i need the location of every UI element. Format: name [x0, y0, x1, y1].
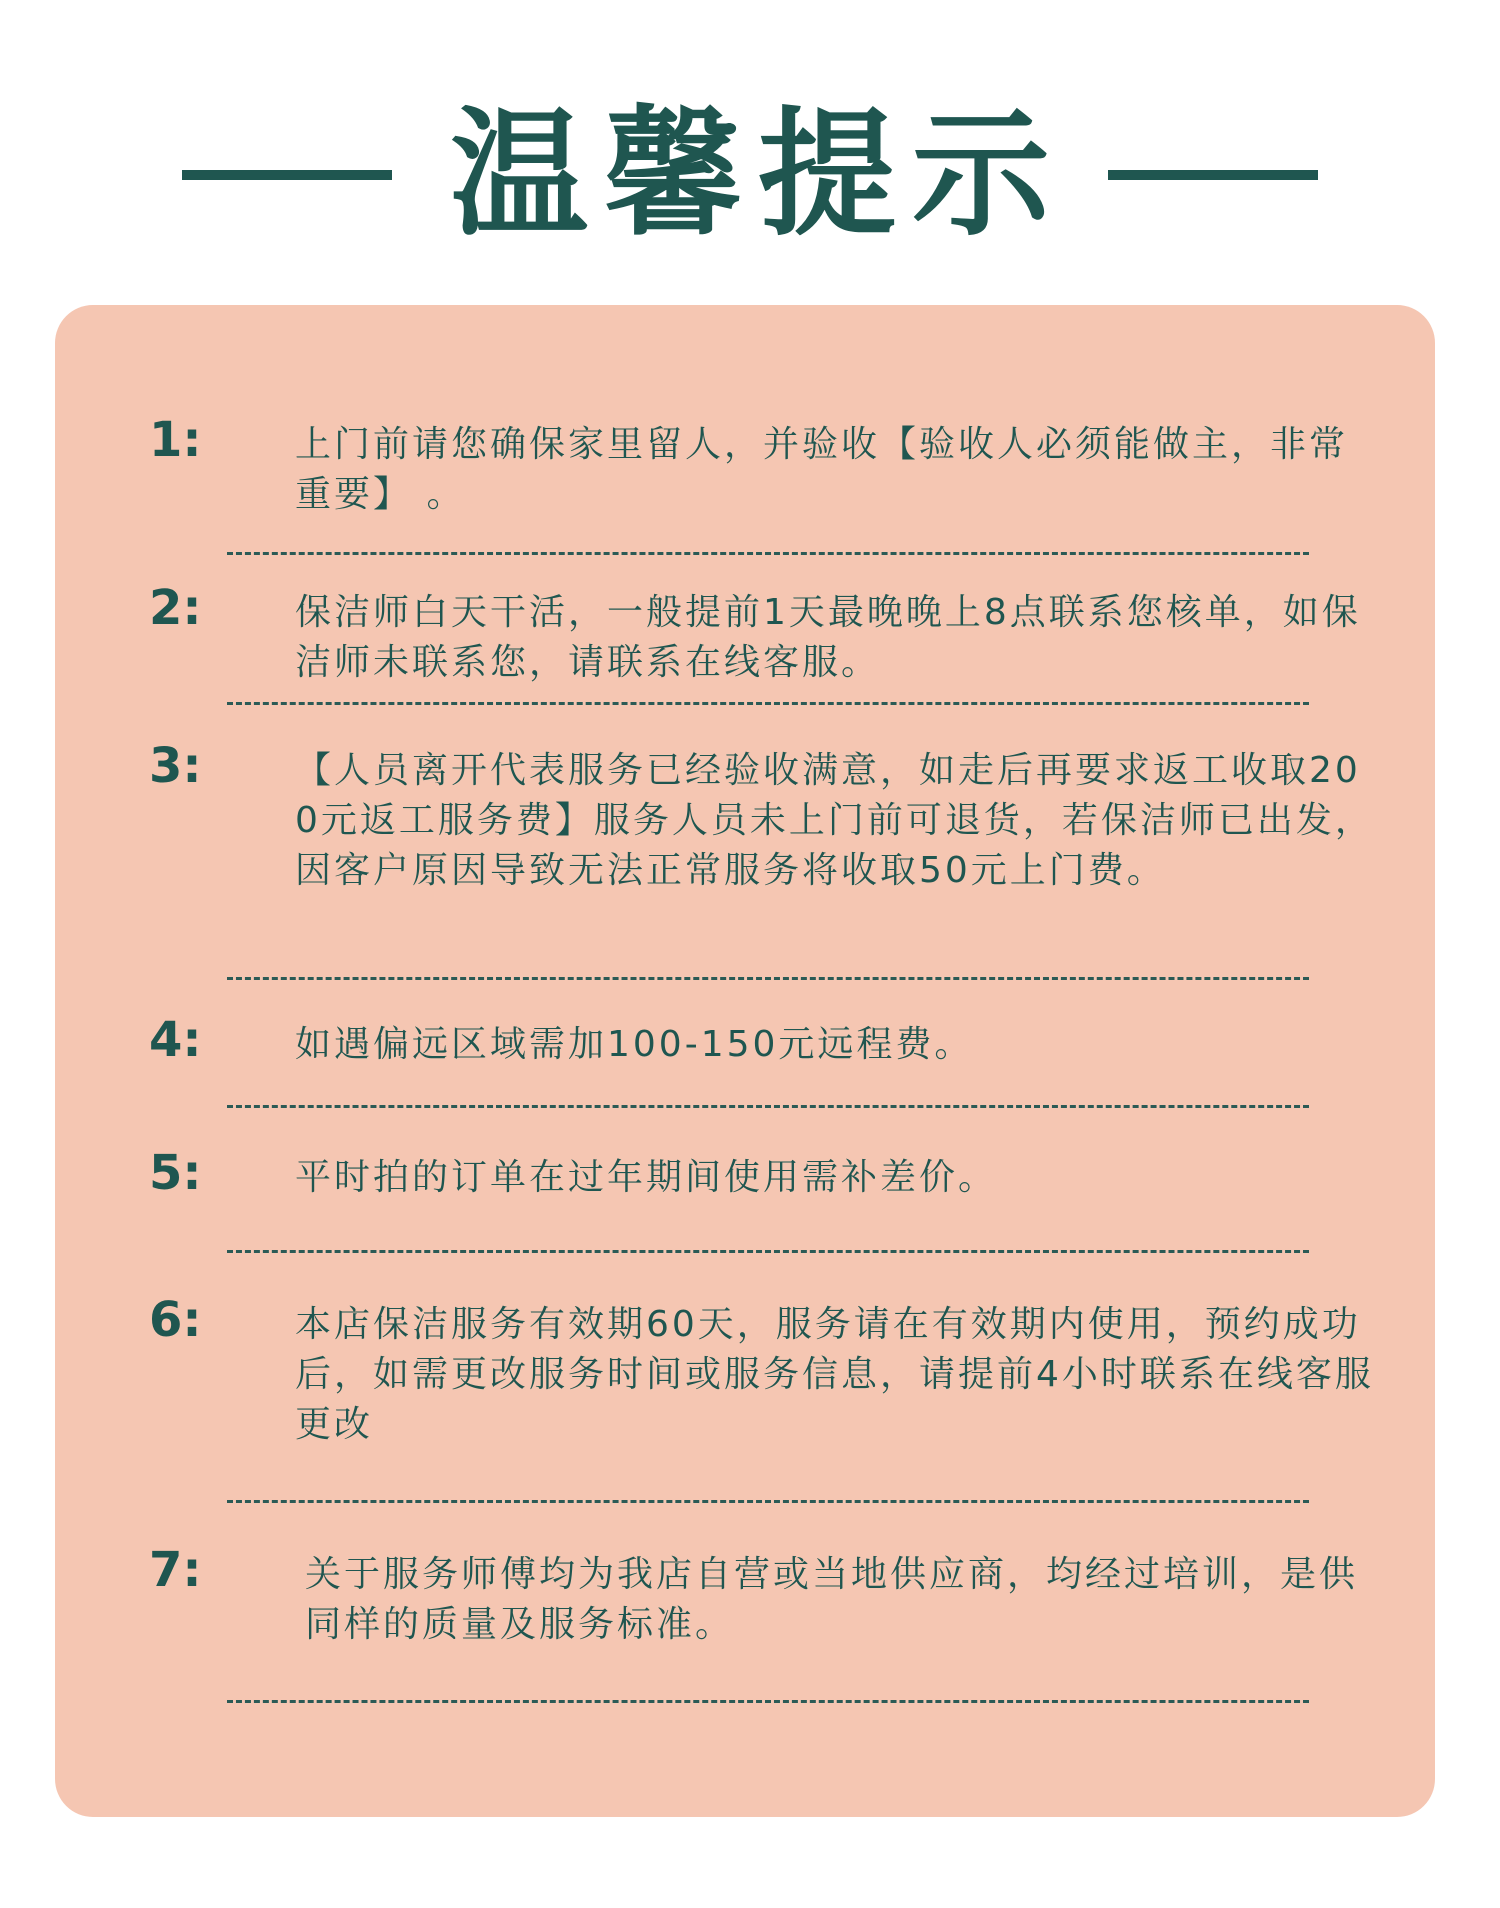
- dashed-divider: [227, 1700, 1309, 1703]
- tip-number: 5:: [149, 1145, 202, 1201]
- tip-text: 如遇偏远区域需加100-150元远程费。: [295, 1024, 974, 1065]
- dashed-divider: [227, 1500, 1309, 1503]
- tip-number: 1:: [149, 412, 202, 468]
- dashed-divider: [227, 702, 1309, 705]
- tip-text: 保洁师白天干活，一般提前1天最晚晚上8点联系您核单，如保洁师未联系您，请联系在线客服。: [295, 592, 1361, 683]
- tip-number: 7:: [149, 1542, 202, 1598]
- page-title: 温馨提示: [449, 94, 1066, 255]
- dashed-divider: [227, 1105, 1309, 1108]
- header-line-left: [182, 170, 392, 180]
- header: [0, 94, 1500, 255]
- tip-text: 本店保洁服务有效期60天，服务请在有效期内使用，预约成功后，如需更改服务时间或服务信息，请提前4小时联系在线客服更改: [295, 1304, 1374, 1445]
- tip-number: 2:: [149, 580, 202, 636]
- tip-number: 4:: [149, 1012, 202, 1068]
- tip-text: 平时拍的订单在过年期间使用需补差价。: [295, 1157, 998, 1198]
- tip-number: 3:: [149, 738, 202, 794]
- dashed-divider: [227, 552, 1309, 555]
- tips-card: [55, 305, 1435, 1817]
- dashed-divider: [227, 1250, 1309, 1253]
- tip-number: 6:: [149, 1292, 202, 1348]
- dashed-divider: [227, 977, 1309, 980]
- tip-text: 上门前请您确保家里留人，并验收【验收人必须能做主，非常重要】 。: [295, 424, 1349, 515]
- tip-text: 关于服务师傅均为我店自营或当地供应商，均经过培训，是供同样的质量及服务标准。: [305, 1554, 1359, 1645]
- header-line-right: [1108, 170, 1318, 180]
- tip-text: 【人员离开代表服务已经验收满意，如走后再要求返工收取200元返工服务费】服务人员未上门前可退货，若保洁师已出发，因客户原因导致无法正常服务将收取50元上门费。: [295, 750, 1374, 891]
